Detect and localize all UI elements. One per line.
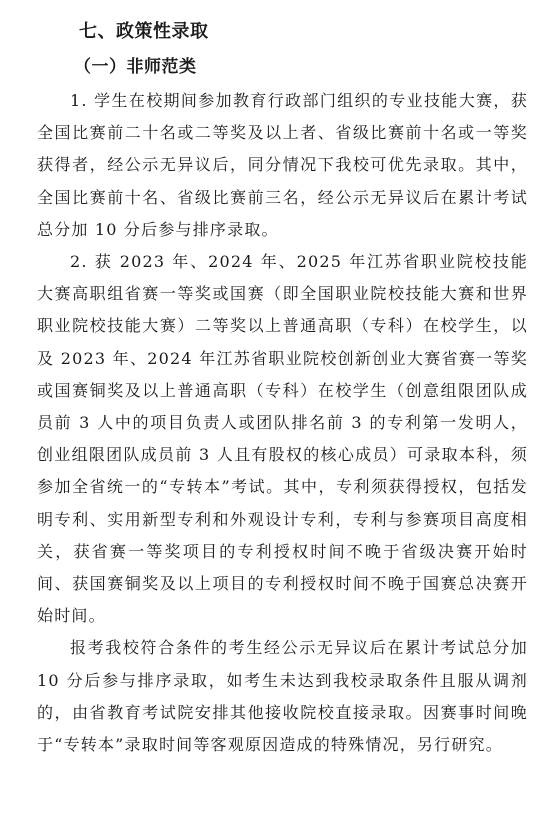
section-heading: 七、政策性录取	[79, 21, 209, 42]
paragraph-note: 报考我校符合条件的考生经公示无异议后在累计考试总分加 10 分后参与排序录取，如考生未达到我校录取条件且服从调剂的，由省教育考试院安排其他接收院校直接录取。因赛事时间晚于“专转本”录取时间等客观原因造成的特殊情况，另行研究。	[37, 638, 528, 755]
paragraph-item-2: 2. 获 2023 年、2024 年、2025 年江苏省职业院校技能大赛高职组省赛一等奖或国赛（即全国职业院校技能大赛和世界职业院校技能大赛）二等奖以上普通高职（专科）在校学生，以及 2023 年、2024 年江苏省职业院校创新创业大赛省赛一等奖或国赛铜奖及以上普通高职（专科）在校学生（创意组限团队成员前 3 人中的项目负责人或团队排名前 3 的专利第一发明人，创业组限团队成员前 3 人且有股权的核心成员）可录取本科，须参加全省统一的“专转本”考试。其中，专利须获得授权，包括发明专利、实用新型专利和外观设计专利，专利与参赛项目高度相关，获省赛一等奖项目的专利授权时间不晚于省级决赛开始时间、获国赛铜奖及以上项目的专利授权时间不晚于国赛总决赛开始时间。	[37, 252, 528, 626]
subsection-heading: （一）非师范类	[74, 57, 197, 77]
paragraph-item-1: 1. 学生在校期间参加教育行政部门组织的专业技能大赛，获全国比赛前二十名或二等奖及以上者、省级比赛前十名或一等奖获得者，经公示无异议后，同分情况下我校可优先录取。其中，全国比赛前十名、省级比赛前三名，经公示无异议后在累计考试总分加 10 分后参与排序录取。	[37, 91, 528, 239]
